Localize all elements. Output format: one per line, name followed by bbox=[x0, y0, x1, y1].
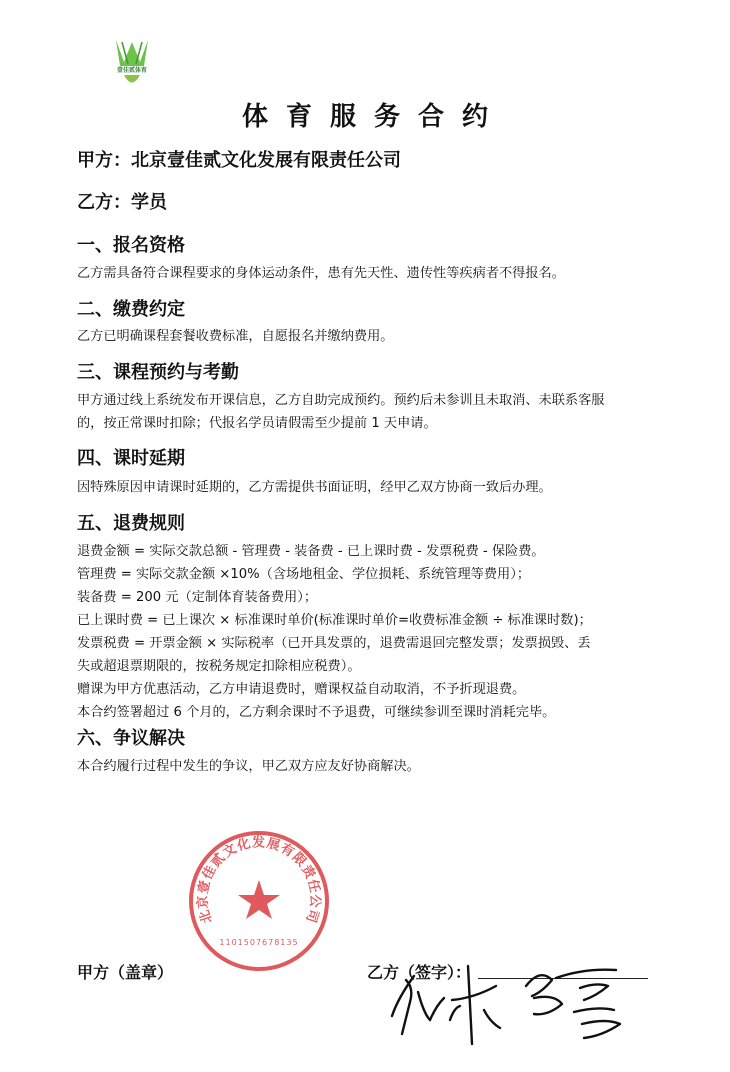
section-body bbox=[77, 325, 657, 348]
star-icon bbox=[238, 880, 280, 919]
body-line: 本合约履行过程中发生的争议，甲乙双方应友好协商解决。 bbox=[77, 759, 420, 774]
section-heading: 一、报名资格 bbox=[77, 235, 185, 256]
party-a-seal-label: 甲方（盖章） bbox=[77, 963, 174, 982]
shuttlecock-icon bbox=[116, 40, 148, 66]
body-line: 甲方通过线上系统发布开课信息，乙方自助完成预约。预约后未参训且未取消、未联系客服 bbox=[77, 393, 605, 408]
company-seal bbox=[186, 828, 332, 974]
body-line: 乙方已明确课程套餐收费标准，自愿报名并缴纳费用。 bbox=[77, 329, 394, 344]
logo-text: 壹佳贰体育 bbox=[116, 67, 148, 74]
body-line: 因特殊原因申请课时延期的，乙方需提供书面证明，经甲乙双方协商一致后办理。 bbox=[77, 480, 552, 495]
party-b-signature-label: 乙方（签字）： bbox=[367, 963, 472, 982]
section-heading: 三、课程预约与考勤 bbox=[77, 362, 239, 383]
body-line: 退费金额 = 实际交款总额 - 管理费 - 装备费 - 已上课时费 - 发票税费 - 保险费。 bbox=[77, 544, 545, 559]
seal-number: 1101507678135 bbox=[219, 938, 299, 947]
body-line: 发票税费 = 开票金额 × 实际税率（已开具发票的，退费需退回完整发票；发票损毁、丢 bbox=[77, 636, 591, 651]
section-heading: 四、课时延期 bbox=[77, 448, 185, 469]
body-line: 本合约签署超过 6 个月的，乙方剩余课时不予退费，可继续参训至课时消耗完毕。 bbox=[77, 705, 556, 720]
party-a: 甲方：北京壹佳贰文化发展有限责任公司 bbox=[77, 150, 401, 171]
body-line: 管理费 = 实际交款金额 ×10%（含场地租金、学位损耗、系统管理等费用）； bbox=[77, 567, 531, 582]
body-line: 失或超退票期限的，按税务规定扣除相应税费）。 bbox=[77, 659, 361, 674]
body-line: 乙方需具备符合课程要求的身体运动条件，患有先天性、遗传性等疾病者不得报名。 bbox=[77, 266, 565, 281]
section-heading: 五、退费规则 bbox=[77, 513, 185, 534]
section-heading: 二、缴费约定 bbox=[77, 299, 185, 320]
handwritten-signature bbox=[384, 958, 654, 1050]
body-line: 的，按正常课时扣除；代报名学员请假需至少提前 1 天申请。 bbox=[77, 416, 437, 431]
section-body bbox=[77, 389, 657, 435]
body-line: 装备费 = 200 元（定制体育装备费用）； bbox=[77, 590, 318, 605]
seal-text: 北京壹佳贰文化发展有限责任公司 bbox=[195, 835, 323, 926]
section-body bbox=[77, 755, 657, 778]
body-line: 已上课时费 = 已上课次 × 标准课时单价(标准课时单价=收费标准金额 ÷ 标准课时数)； bbox=[77, 613, 592, 628]
company-logo bbox=[108, 36, 156, 90]
body-line: 赠课为甲方优惠活动，乙方申请退费时，赠课权益自动取消，不予折现退费。 bbox=[77, 682, 526, 697]
document-title: 体育服务合约 bbox=[241, 102, 506, 132]
party-b: 乙方：学员 bbox=[77, 192, 167, 213]
section-body bbox=[77, 540, 657, 724]
section-heading: 六、争议解决 bbox=[77, 728, 185, 749]
section-body bbox=[77, 476, 657, 499]
section-body bbox=[77, 262, 657, 285]
